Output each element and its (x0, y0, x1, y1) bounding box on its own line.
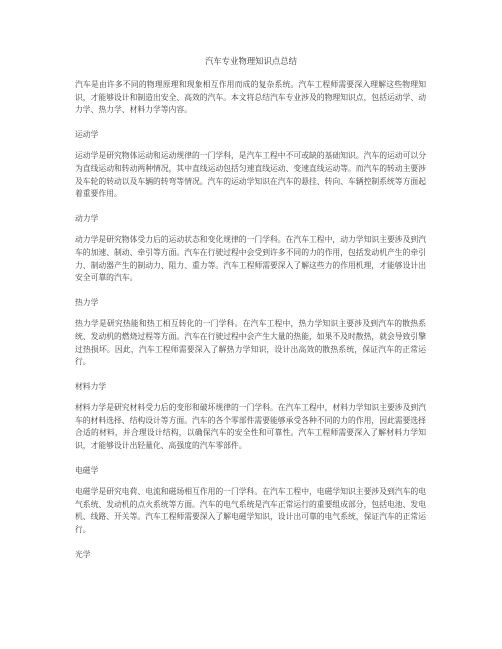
section-electromagnetism (75, 465, 426, 549)
spacer (75, 309, 426, 318)
section-paragraph: 材料力学是研究材料受力后的变形和破坏规律的一门学科。在汽车工程中，材料力学知识主要涉及到汽车的材料选择、结构设计等方面。汽车的各个零部件需要能够承受各种不同的力的作用，因此需要选择合适的材料，并合理设计结构，以确保汽车的安全性和可靠性。汽车工程师需要深入了解材料力学知识，才能够设计出轻量化、高强度的汽车零部件。 (75, 403, 426, 451)
spacer (75, 393, 426, 402)
document-body (75, 79, 426, 561)
section-heading: 材料力学 (75, 381, 107, 391)
section-dynamics (75, 213, 426, 297)
section-heading: 运动学 (75, 129, 99, 139)
section-kinematics (75, 129, 426, 213)
section-heading: 光学 (75, 549, 91, 559)
spacer (75, 369, 426, 381)
section-thermodynamics (75, 297, 426, 381)
spacer (75, 537, 426, 549)
section-paragraph: 动力学是研究物体受力后的运动状态和变化规律的一门学科。在汽车工程中，动力学知识主要涉及到汽车的加速、制动、牵引等方面。汽车在行驶过程中会受到许多不同的力的作用，包括发动机产生的牵引力、制动器产生的制动力、阻力、重力等。汽车工程师需要深入了解这些力的作用机理，才能够设计出安全可靠的汽车。 (75, 235, 426, 283)
section-heading: 动力学 (75, 213, 99, 223)
section-paragraph: 热力学是研究热能和热工相互转化的一门学科。在汽车工程中，热力学知识主要涉及到汽车的散热系统、发动机的燃烧过程等方面。汽车在行驶过程中会产生大量的热能，如果不及时散热，就会导致引擎过热损坏。因此，汽车工程师需要深入了解热力学知识，设计出高效的散热系统，保证汽车的正常运行。 (75, 319, 426, 367)
spacer (75, 201, 426, 213)
document-title: 汽车专业物理知识点总结 (204, 56, 298, 66)
intro-paragraph: 汽车是由许多不同的物理原理和现象相互作用而成的复杂系统。汽车工程师需要深入理解这些物理知识，才能够设计和制造出安全、高效的汽车。本文将总结汽车专业涉及的物理知识点，包括运动学、动力学、热力学、材料力学等内容。 (75, 80, 426, 115)
section-heading: 电磁学 (75, 465, 99, 475)
spacer (75, 453, 426, 465)
spacer (75, 117, 426, 129)
section-optics (75, 549, 426, 562)
section-paragraph: 电磁学是研究电荷、电流和磁场相互作用的一门学科。在汽车工程中，电磁学知识主要涉及到汽车的电气系统、发动机的点火系统等方面。汽车的电气系统是汽车正常运行的重要组成部分，包括电池、发电机、线路、开关等。汽车工程师需要深入了解电磁学知识，设计出可靠的电气系统，保证汽车的正常运行。 (75, 487, 426, 535)
spacer (75, 141, 426, 150)
section-material-mechanics (75, 381, 426, 465)
spacer (75, 285, 426, 297)
section-heading: 热力学 (75, 297, 99, 307)
spacer (75, 477, 426, 486)
spacer (75, 225, 426, 234)
section-paragraph: 运动学是研究物体运动和运动规律的一门学科，是汽车工程中不可或缺的基础知识。汽车的运动可以分为直线运动和转动两种情况，其中直线运动包括匀速直线运动、变速直线运动等。而汽车的转动主要涉及车轮的转动以及车辆的转弯等情况。汽车的运动学知识在汽车的悬挂、转向、车辆控制系统等方面起着重要作用。 (75, 151, 426, 199)
